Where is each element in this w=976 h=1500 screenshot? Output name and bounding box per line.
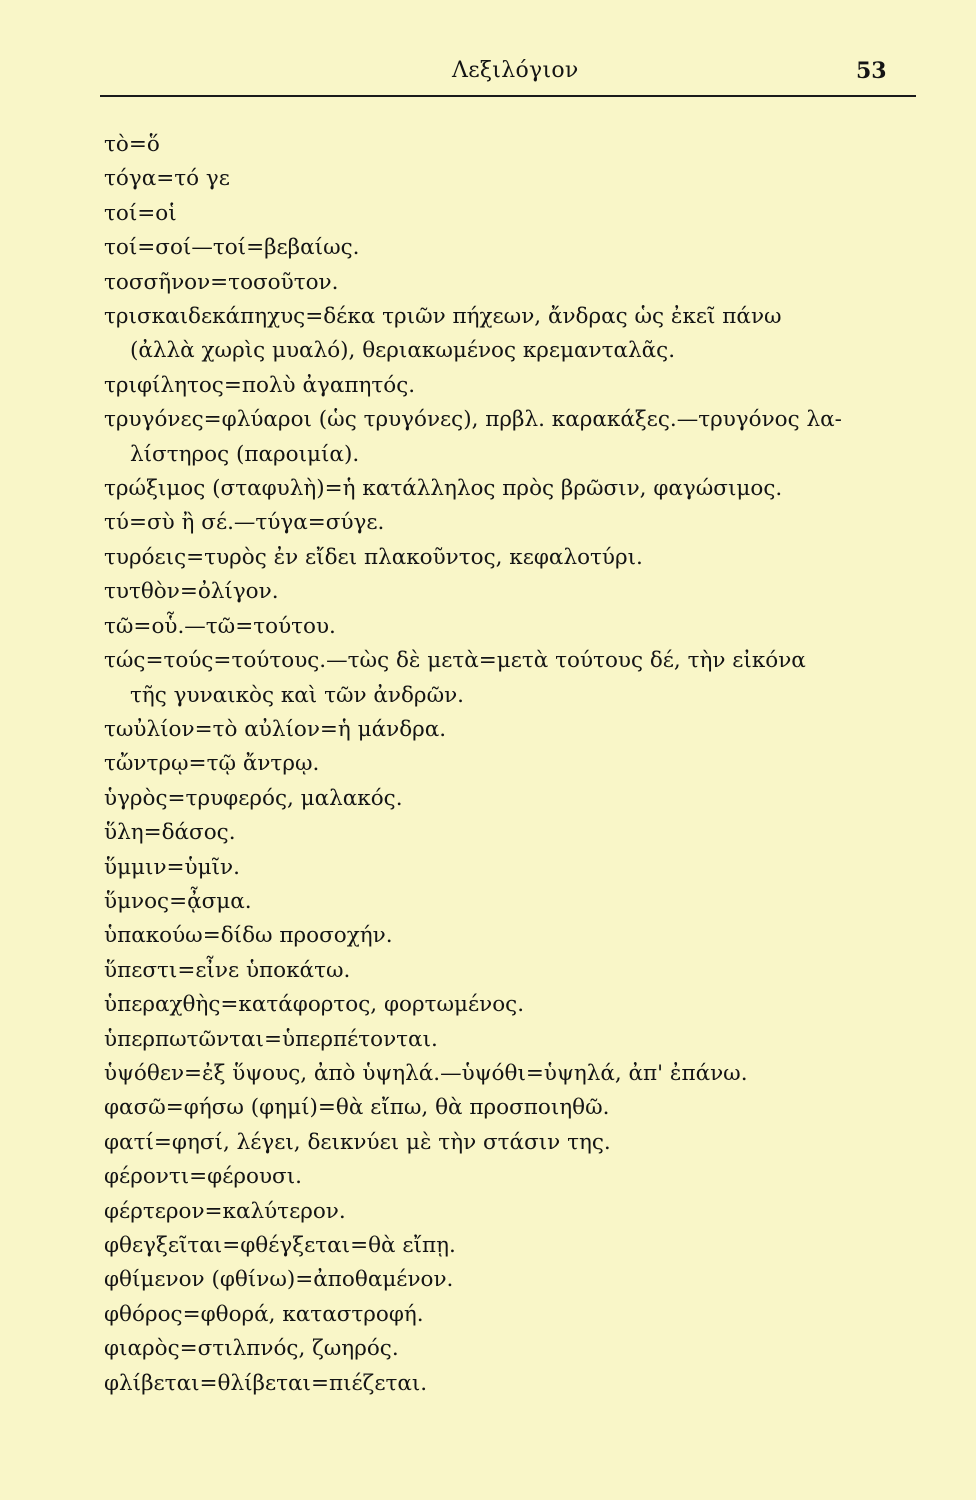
glossary-entries bbox=[104, 128, 934, 1401]
entry-text: φθίμενον (φθίνω)=ἀποθαμένον. bbox=[104, 1267, 454, 1293]
entry-text: ὕμμιν=ὑμῖν. bbox=[104, 854, 240, 880]
glossary-entry bbox=[104, 1126, 934, 1160]
entry-text: τοί=σοί—τοί=βεβαίως. bbox=[104, 235, 360, 261]
entry-text: τυρόεις=τυρὸς ἐν εἴδει πλακοῦντος, κεφαλοτύρι. bbox=[104, 544, 643, 570]
glossary-entry bbox=[104, 300, 934, 369]
glossary-entry bbox=[104, 128, 934, 162]
entry-text: φατί=φησί, λέγει, δεικνύει μὲ τὴν στάσιν της. bbox=[104, 1129, 611, 1155]
entry-text: τὤντρῳ=τῷ ἄντρῳ. bbox=[104, 751, 320, 777]
glossary-entry bbox=[104, 713, 934, 747]
entry-continuation: λίστηρος (παροιμία). bbox=[130, 441, 360, 467]
glossary-entry bbox=[104, 1023, 934, 1057]
glossary-entry bbox=[104, 541, 934, 575]
entry-text: ὕλη=δάσος. bbox=[104, 820, 236, 846]
entry-text: τρισκαιδεκάπηχυς=δέκα τριῶν πήχεων, ἄνδρας ὡς ἐκεῖ πάνω bbox=[104, 304, 782, 330]
entry-text: ὕπεστι=εἶνε ὑποκάτω. bbox=[104, 957, 351, 983]
entry-text: τοί=οἱ bbox=[104, 200, 177, 226]
entry-text: φθόρος=φθορά, καταστροφή. bbox=[104, 1301, 424, 1327]
glossary-entry bbox=[104, 1057, 934, 1091]
glossary-entry bbox=[104, 885, 934, 919]
glossary-entry bbox=[104, 162, 934, 196]
glossary-entry bbox=[104, 197, 934, 231]
glossary-entry bbox=[104, 747, 934, 781]
entry-text: τόγα=τό γε bbox=[104, 166, 230, 192]
glossary-entry bbox=[104, 851, 934, 885]
entry-text: ὕμνος=ᾆσμα. bbox=[104, 888, 252, 914]
page-header bbox=[0, 58, 976, 92]
entry-continuation: (ἀλλὰ χωρὶς μυαλό), θεριακωμένος κρεμανταλᾶς. bbox=[130, 338, 676, 364]
entry-text: ὑγρὸς=τρυφερός, μαλακός. bbox=[104, 785, 403, 811]
entry-text: φθεγξεῖται=φθέγξεται=θὰ εἴπῃ. bbox=[104, 1233, 456, 1258]
glossary-entry bbox=[104, 816, 934, 850]
glossary-entry bbox=[104, 472, 934, 506]
glossary-entry bbox=[104, 954, 934, 988]
entry-text: ὑπακούω=δίδω προσοχήν. bbox=[104, 923, 393, 949]
glossary-entry bbox=[104, 1298, 934, 1332]
glossary-entry bbox=[104, 988, 934, 1022]
entry-text: φλίβεται=θλίβεται=πιέζεται. bbox=[104, 1370, 428, 1396]
glossary-entry bbox=[104, 1160, 934, 1194]
page-number: 53 bbox=[856, 58, 887, 84]
entry-text: τυτθὸν=ὀλίγον. bbox=[104, 579, 279, 605]
glossary-entry bbox=[104, 1367, 934, 1401]
glossary-entry bbox=[104, 403, 934, 472]
entry-text: φασῶ=φήσω (φημί)=θὰ εἴπω, θὰ προσποιηθῶ. bbox=[104, 1095, 610, 1121]
entry-text: τὸ=ὅ bbox=[104, 132, 160, 157]
entry-text: φιαρὸς=στιλπνός, ζωηρός. bbox=[104, 1336, 399, 1362]
running-title: Λεξιλόγιον bbox=[452, 58, 579, 83]
entry-text: τριφίλητος=πολὺ ἀγαπητός. bbox=[104, 372, 416, 398]
glossary-entry bbox=[104, 575, 934, 609]
entry-text: τύ=σὺ ἢ σέ.—τύγα=σύγε. bbox=[104, 510, 385, 536]
entry-text: ὑπερπωτῶνται=ὑπερπέτονται. bbox=[104, 1026, 438, 1052]
entry-text: τρώξιμος (σταφυλὴ)=ἡ κατάλληλος πρὸς βρῶσιν, φαγώσιμος. bbox=[104, 476, 783, 502]
glossary-entry bbox=[104, 369, 934, 403]
glossary-entry bbox=[104, 919, 934, 953]
glossary-entry bbox=[104, 231, 934, 265]
glossary-entry bbox=[104, 782, 934, 816]
glossary-entry bbox=[104, 1263, 934, 1297]
glossary-entry bbox=[104, 1332, 934, 1366]
entry-text: ὑψόθεν=ἐξ ὕψους, ἀπὸ ὑψηλά.—ὑψόθι=ὑψηλά, ἀπ' ἐπάνω. bbox=[104, 1060, 748, 1086]
entry-text: τῶ=οὗ.—τῶ=τούτου. bbox=[104, 613, 336, 639]
entry-text: φέρτερον=καλύτερον. bbox=[104, 1198, 346, 1224]
glossary-entry bbox=[104, 266, 934, 300]
glossary-entry bbox=[104, 1229, 934, 1263]
glossary-entry bbox=[104, 610, 934, 644]
glossary-entry bbox=[104, 644, 934, 713]
glossary-entry bbox=[104, 1091, 934, 1125]
glossary-entry bbox=[104, 1195, 934, 1229]
entry-text: ὑπεραχθὴς=κατάφορτος, φορτωμένος. bbox=[104, 992, 525, 1018]
entry-text: τώς=τούς=τούτους.—τὼς δὲ μετὰ=μετὰ τούτους δέ, τὴν εἰκόνα bbox=[104, 648, 806, 674]
header-rule bbox=[100, 95, 916, 97]
entry-text: τρυγόνες=φλύαροι (ὡς τρυγόνες), πρβλ. καρακάξες.—τρυγόνος λα- bbox=[104, 407, 842, 433]
entry-continuation: τῆς γυναικὸς καὶ τῶν ἀνδρῶν. bbox=[130, 682, 465, 708]
entry-text: φέροντι=φέρουσι. bbox=[104, 1164, 302, 1190]
entry-text: τοσσῆνον=τοσοῦτον. bbox=[104, 269, 339, 295]
glossary-entry bbox=[104, 506, 934, 540]
entry-text: τωὐλίον=τὸ αὐλίον=ἡ μάνδρα. bbox=[104, 716, 447, 742]
